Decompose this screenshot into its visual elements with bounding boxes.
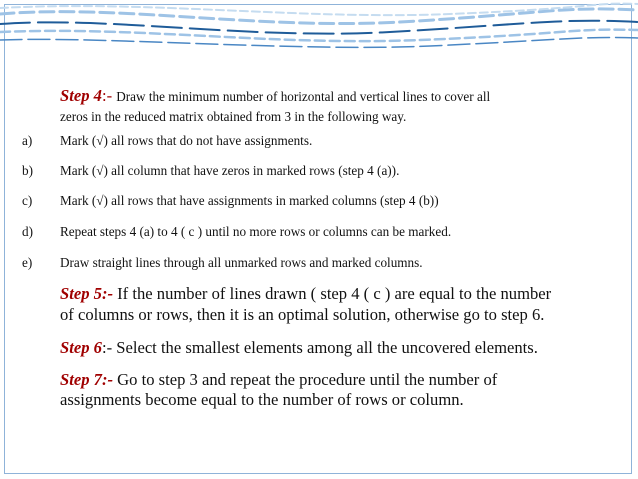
step6-suffix: :- xyxy=(101,338,117,357)
step7-line1 xyxy=(60,370,497,390)
substep-text-b: Mark (√) all column that have zeros in marked rows (step 4 (a)). xyxy=(60,163,400,178)
substep-marker-d: d) xyxy=(22,224,33,239)
step5-text-line1: If the number of lines drawn ( step 4 ( c ) are equal to the number xyxy=(113,284,552,303)
substep-text-a: Mark (√) all rows that do not have assignments. xyxy=(60,133,313,148)
step4-suffix: :- xyxy=(101,86,117,105)
substep-marker-a: a) xyxy=(22,133,33,148)
substep-marker-c: c) xyxy=(22,193,33,208)
substep-text-e: Draw straight lines through all unmarked rows and marked columns. xyxy=(60,255,423,270)
step4-text-line2: zeros in the reduced matrix obtained from 3 in the following way. xyxy=(60,109,407,124)
step4-label: Step 4 xyxy=(60,86,102,105)
step7-text-line2: assignments become equal to the number of rows or column. xyxy=(60,390,464,409)
step6-text-line1: Select the smallest elements among all the uncovered elements. xyxy=(116,338,538,357)
step6-label: Step 6 xyxy=(60,338,102,357)
step5-text-line2: of columns or rows, then it is an optimal solution, otherwise go to step 6. xyxy=(60,305,545,324)
step7-text-line1: Go to step 3 and repeat the procedure until the number of xyxy=(113,370,498,389)
substep-text-d: Repeat steps 4 (a) to 4 ( c ) until no more rows or columns can be marked. xyxy=(60,224,452,239)
step4-line1 xyxy=(60,86,490,106)
step7-label: Step 7:- xyxy=(60,370,113,389)
step5-label: Step 5:- xyxy=(60,284,113,303)
step5-line1 xyxy=(60,284,551,304)
step6-line1 xyxy=(60,338,538,358)
substep-marker-e: e) xyxy=(22,255,33,270)
substep-marker-b: b) xyxy=(22,163,33,178)
step4-text-line1: Draw the minimum number of horizontal and vertical lines to cover all xyxy=(116,89,491,104)
substep-text-c: Mark (√) all rows that have assignments in marked columns (step 4 (b)) xyxy=(60,193,439,208)
